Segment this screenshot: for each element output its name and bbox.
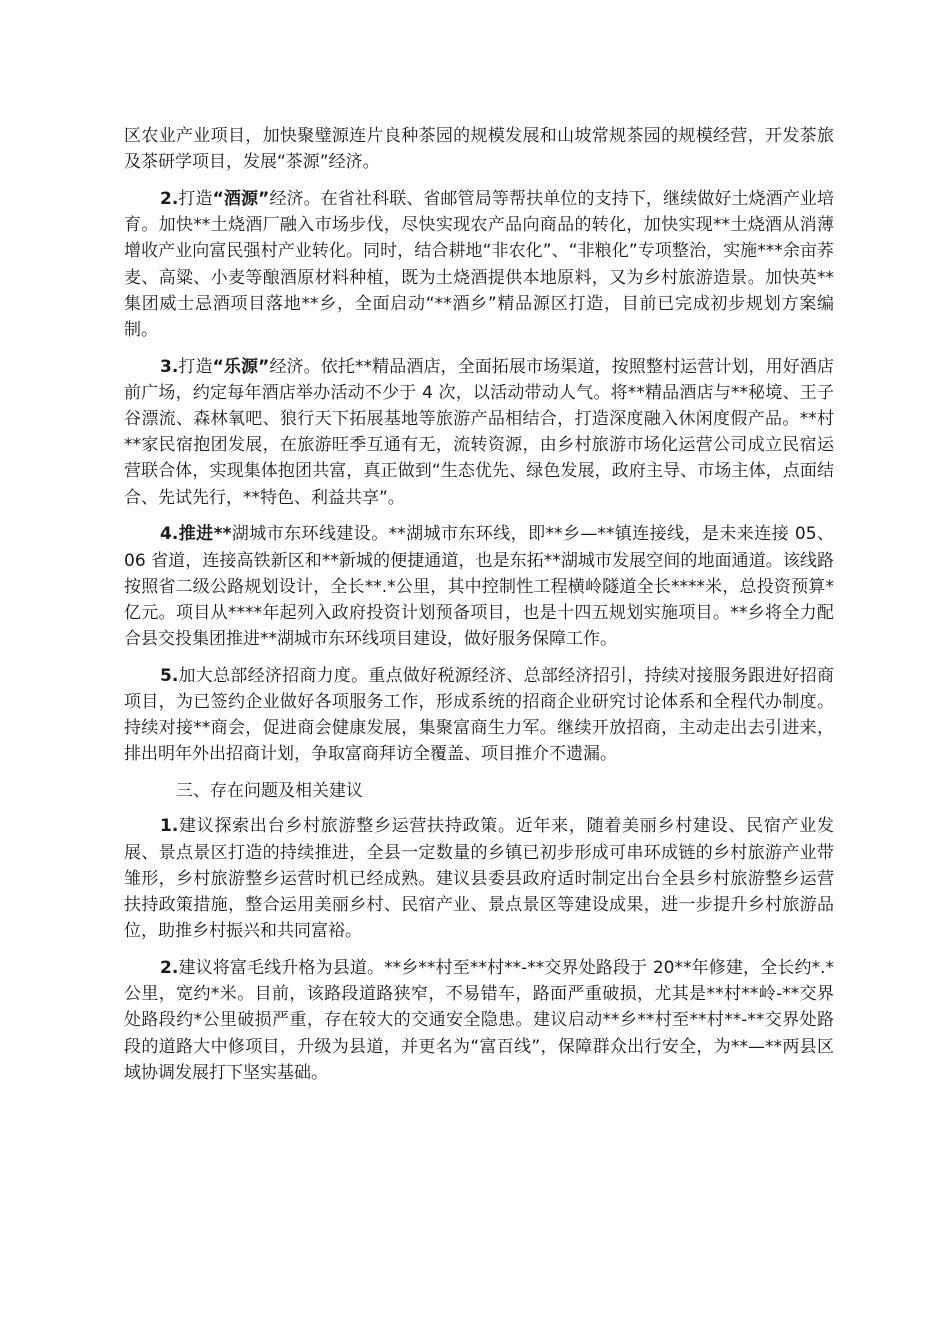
suggestion-paragraph-2 (124, 955, 834, 1086)
item-paragraph-5 (124, 663, 834, 768)
item-body: 经济。依托**精品酒店，全面拓展市场渠道，按照整村运营计划，用好酒店前广场，约定每年酒店举办活动不少于 4 次，以活动带动人气。将**精品酒店与**秘境、王子谷漂流、森林氧吧、狼行天下拓展基地等旅游产品相结合，打造深度融入休闲度假产品。**村**家民宿抱团发展，在旅游旺季互通有无，流转资源，由乡村旅游市场化运营公司成立民宿运营联合体，实现集体抱团共富，真正做到“生态优先、绿色发展，政府主导、市场主体，点面结合、先试先行，**特色、利益共享”。 (124, 356, 835, 508)
item-number: 4. (160, 524, 179, 545)
suggestion-number: 2. (160, 957, 179, 978)
item-paragraph-2 (124, 186, 834, 343)
item-body: 经济。在省社科联、省邮管局等帮扶单位的支持下，继续做好土烧酒产业培育。加快**土烧酒厂融入市场步伐，尽快实现农产品向商品的转化，加快实现**土烧酒从消薄增收产业向富民强村产业转化。同时，结合耕地“非农化”、“非粮化”专项整治，实施***余亩荞麦、高粱、小麦等酿酒原材料种植，既为土烧酒提供本地原料，又为乡村旅游造景。加快英**集团威士忌酒项目落地**乡，全面启动“**酒乡”精品源区打造，目前已完成初步规划方案编制。 (124, 188, 835, 340)
item-title-prefix: 打造 (178, 356, 213, 377)
item-title-quote: “酒源” (212, 188, 270, 209)
item-title-prefix: 打造 (178, 188, 213, 209)
item-number: 3. (160, 356, 179, 377)
item-number: 2. (160, 188, 179, 209)
item-paragraph-4 (124, 521, 834, 652)
item-number: 5. (160, 665, 179, 686)
item-title-prefix: 推进 (178, 524, 214, 545)
item-body: 加大总部经济招商力度。重点做好税源经济、总部经济招引，持续对接服务跟进好招商项目，为已签约企业做好各项服务工作，形成系统的招商企业研究讨论体系和全程代办制度。持续对接**商会，促进商会健康发展，集聚富商生力军。继续开放招商，主动走出去引进来，排出明年外出招商计划，争取富商拜访全覆盖、项目推介不遗漏。 (124, 665, 834, 765)
suggestion-paragraph-1 (124, 813, 834, 944)
item-body: 湖城市东环线建设。**湖城市东环线，即**乡—**镇连接线，是未来连接 05、06 省道，连接高铁新区和**新城的便捷通道，也是东拓**湖城市发展空间的地面通道。该线路按照省二级公路规划设计，全长**.*公里，其中控制性工程横岭隧道全长****米，总投资预算*亿元。项目从****年起列入政府投资计划预备项目，也是十四五规划实施项目。**乡将全力配合县交投集团推进**湖城市东环线项目建设，做好服务保障工作。 (124, 524, 834, 650)
suggestion-body: 建议探索出台乡村旅游整乡运营扶持政策。近年来，随着美丽乡村建设、民宿产业发展、景点景区打造的持续推进，全县一定数量的乡镇已初步形成可串环成链的乡村旅游产业带雏形，乡村旅游整乡运营时机已经成熟。建议县委县政府适时制定出台全县乡村旅游整乡运营扶持政策措施，整合运用美丽乡村、民宿产业、景点景区等建设成果，进一步提升乡村旅游品位，助推乡村振兴和共同富裕。 (124, 816, 834, 942)
item-title-quote: “乐源” (212, 356, 270, 377)
suggestion-number: 1. (160, 816, 179, 837)
continuation-paragraph: 区农业产业项目，加快聚璧源连片良种茶园的规模发展和山坡常规茶园的规模经营，开发茶旅及茶研学项目，发展“茶源”经济。 (124, 126, 834, 173)
item-paragraph-3 (124, 354, 834, 511)
document-body (124, 123, 834, 1096)
item-title-quote: ** (213, 524, 232, 545)
suggestion-body: 建议将富毛线升格为县道。**乡**村至**村**-**交界处路段于 20**年修建，全长约*.*公里，宽约*米。目前，该路段道路狭窄，不易错车，路面严重破损，尤其是**村**岭-**交界处路段约*公里破损严重，存在较大的交通安全隐患。建议启动**乡**村至**村**-**交界处路段的道路大中修项目，升级为县道，并更名为“富百线”，保障群众出行安全，为**—**两县区域协调发展打下坚实基础。 (124, 957, 834, 1083)
section-heading: 三、存在问题及相关建议 (176, 781, 363, 802)
